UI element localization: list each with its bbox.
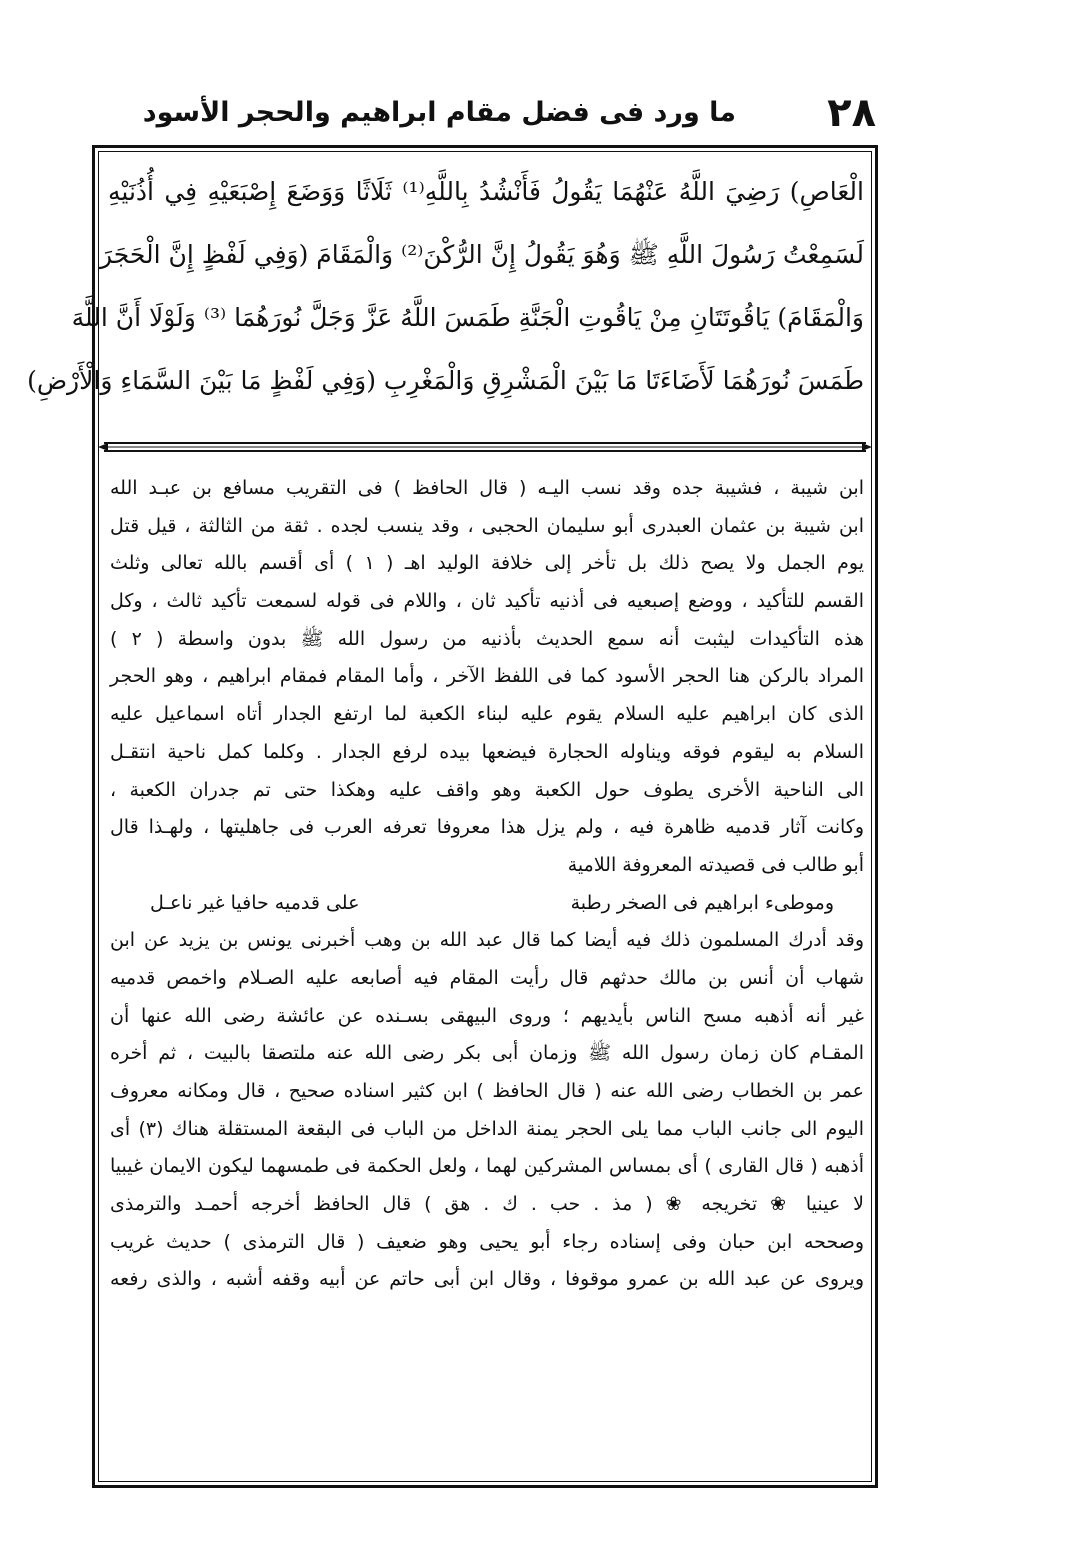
poetry-verse [110,885,864,923]
running-title: ما ورد فى فضل مقام ابراهيم والحجر الأسود [142,97,736,128]
verse-hemistich-second: على قدميه حافيا غير ناعـل [150,891,360,914]
verse-hemistich-first: وموطىء ابراهيم فى الصخر رطبة [570,891,834,914]
hadith-line: وَالْمَقَامَ) يَاقُوتَتَانِ مِنْ يَاقُوتِ الْجَنَّةِ طَمَسَ اللَّهُ عَزَّ وَجَلَّ نُورَهُمَا ⁽³⁾ وَلَوْلَا أَنَّ اللَّهَ [71,303,864,332]
commentary-line: ابن شيبة بن عثمان العبدرى أبو سليمان الحجبى ، وقد ينسب لجده . ثقة من الثالثة ، قيل قتل [110,514,864,537]
commentary-line: عمر بن الخطاب رضى الله عنه ( قال الحافظ ) ابن كثير اسناده صحيح ، قال ومكانه معروف [110,1080,864,1102]
commentary-line: الذى كان ابراهيم عليه السلام يقوم عليه لبناء الكعبة لما ارتفع الجدار أتاه اسماعيل عليه [110,703,864,726]
commentary-line: وصححه ابن حبان وفى إسناده رجاء أبو يحيى وهو ضعيف ( قال الترمذى ) حديث غريب [110,1230,864,1253]
commentary-line: المقـام كان زمان رسول الله ﷺ وزمان أبى بكر رضى الله عنه ملتصقا بالبيت ، ثم أخره [110,1042,864,1065]
commentary-line: غير أنه أذهبه مسح الناس بأيديهم ؛ وروى البيهقى بسـنده عن عائشة رضى الله عنها أن [110,1004,864,1027]
commentary-line: اليوم الى جانب الباب مما يلى الحجر يمنة الداخل من الباب فى البقعة المستقلة هناك (٣) أى [110,1117,864,1140]
page-header [96,88,876,138]
commentary-line: يوم الجمل ولا يصح ذلك بل تأخر إلى خلافة الوليد اهـ ( ١ ) أى أقسم بالله تعالى وثلث [110,552,864,575]
commentary-line: السلام به ليقوم فوقه ويناوله الحجارة فيضعها بيده لرفع الجدار . وكلما كمل ناحية انتقـل [110,740,864,763]
commentary-line: وكانت آثار قدميه ظاهرة فيه ، ولم يزل هذا معروفا تعرفه العرب فى جاهليتها ، ولهـذا قال [110,816,864,839]
commentary-line: شهاب أن أنس بن مالك حدثهم قال رأيت المقام فيه أصابعه عليه الصـلام واخمص قدميه [110,966,864,989]
commentary-line: الى الناحية الأخرى يطوف حول الكعبة وهو واقف عليه وهكذا حتى تم جدران الكعبة ، [110,778,864,801]
commentary-line: القسم للتأكيد ، ووضع إصبعيه فى أذنيه تأكيد ثان ، واللام فى قوله لسمعت تأكيد ثالث ، وكل [110,590,864,613]
hadith-text-block [27,160,864,412]
commentary-line: أذهبه ( قال القارى ) أى بمساس المشركين لهما ، ولعل الحكمة فى طمسهما ليكون الايمان غيبيا [110,1155,864,1178]
section-divider [98,438,872,456]
commentary-block [110,470,864,1299]
commentary-line-takhrij: لا عينيا ❀ تخريجه ❀ ( مذ . حب . ك . هق ) قال الحافظ أخرجه أحمـد والترمذى [110,1193,864,1216]
page-number: ٢٨ [827,90,876,136]
hadith-line: طَمَسَ نُورَهُمَا لَأَضَاءَتَا مَا بَيْنَ الْمَشْرِقِ وَالْمَغْرِبِ (وَفِي لَفْظٍ مَا بَيْنَ السَّمَاءِ وَالْأَرْضِ) [27,366,864,395]
hadith-line: لَسَمِعْتُ رَسُولَ اللَّهِ ﷺ وَهُوَ يَقُولُ إِنَّ الرُّكْنَ⁽²⁾ وَالْمَقَامَ (وَفِي لَفْظٍ إِنَّ الْحَجَرَ [99,240,864,269]
commentary-line: وقد أدرك المسلمون ذلك فيه أيضا كما قال عبد الله بن وهب أخبرنى يونس بن يزيد عن ابن [110,929,864,952]
commentary-line: أبو طالب فى قصيدته المعروفة اللامية [567,853,864,876]
hadith-line: الْعَاصِ) رَضِيَ اللَّهُ عَنْهُمَا يَقُولُ فَأَنْشُدُ بِاللَّهِ⁽¹⁾ ثَلَاثًا وَوَضَعَ إِصْبَعَيْهِ فِي أُذُنَيْهِ [108,177,864,206]
commentary-line: المراد بالركن هنا الحجر الأسود كما فى اللفظ الآخر ، وأما المقام فمقام ابراهيم ، وهو الحجر [110,665,864,688]
commentary-line: ابن شيبة ، فشيبة جده وقد نسب اليـه ( قال الحافظ ) فى التقريب مسافع بن عبـد الله [110,477,864,499]
commentary-line: ويروى عن عبد الله بن عمرو موقوفا ، وقال ابن أبى حاتم عن أبيه وقفه أشبه ، والذى رفعه [110,1268,864,1291]
commentary-line: هذه التأكيدات ليثبت أنه سمع الحديث بأذنيه من رسول الله ﷺ بدون واسطة ( ٢ ) [110,627,864,650]
